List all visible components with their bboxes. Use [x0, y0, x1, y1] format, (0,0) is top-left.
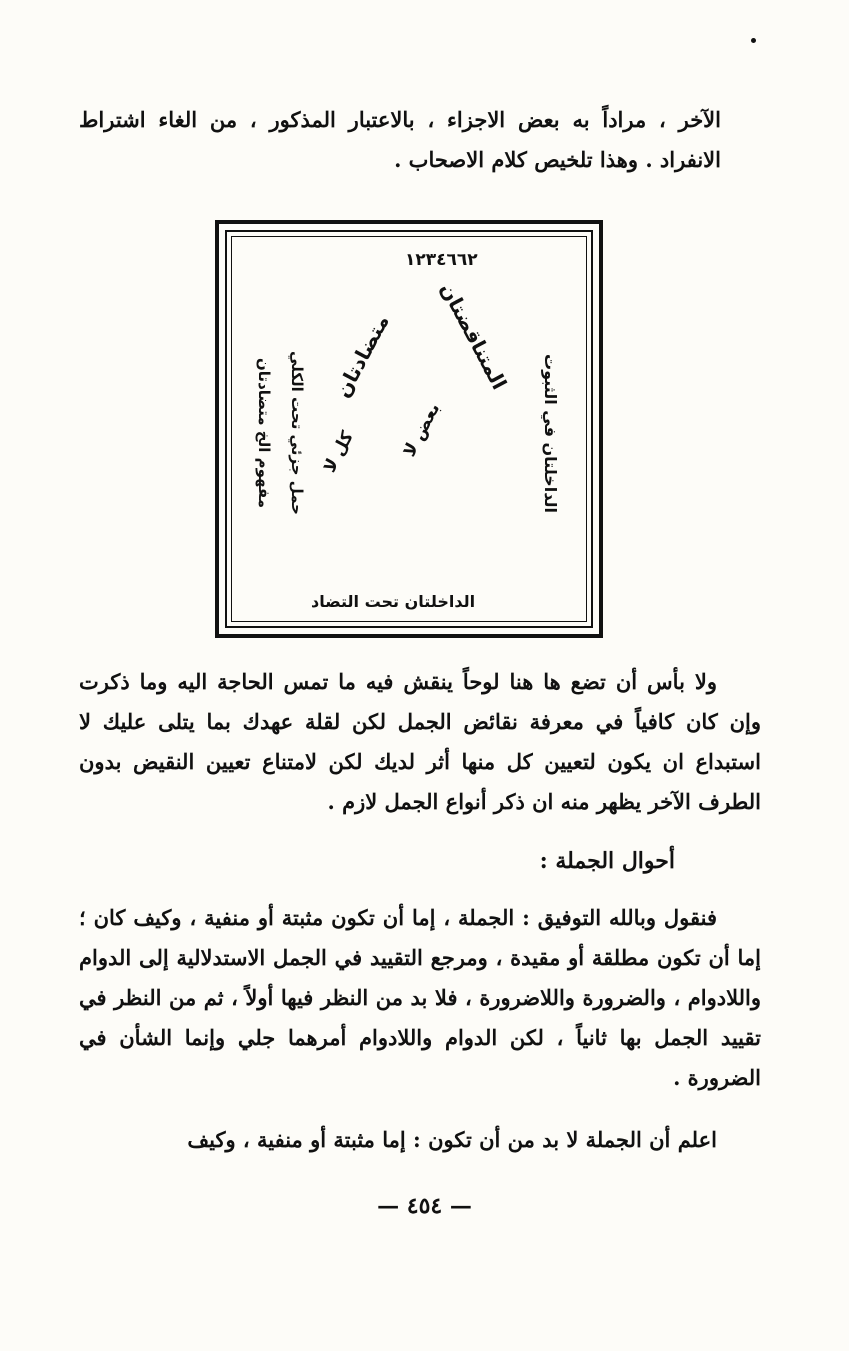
paragraph-sentence-states: فنقول وبالله التوفيق : الجملة ، إما أن تكون مثبتة أو منفية ، وكيف كان ؛ إما أن تكون مطلقة أو مقيدة ، ومرجع التقييد في الجمل الاستدلالية إلى الدوام واللادوام ، والضرورة واللاضرورة ، فلا بد من النظر فيها أولاً ، ثم من النظر في تقييد الجمل بها ثانياً ، لكن الدوام واللادوام أمرهما جلي وإنما الشأن في الضرورة .	[79, 905, 761, 1090]
diagram-top-label: ١٢٣٤٦٦٢	[405, 250, 478, 270]
paragraph-sentence-types: اعلم أن الجملة لا بد من أن تكون : إما مثبتة أو منفية ، وكيف	[187, 1127, 717, 1152]
section-heading: أحوال الجملة :	[539, 848, 675, 874]
diagram-bottom-label: الداخلتان تحت التضاد	[311, 592, 476, 611]
diagram-left-label-1: مفهوم الخ متضادتان	[255, 358, 273, 508]
diagram-left-label-2: حمل جزئي تحت الكلي	[288, 351, 306, 515]
oppositions-diagram	[215, 220, 603, 638]
diagram-inner-border	[225, 230, 593, 628]
diagram-diagonal-3: بعض لا	[399, 399, 445, 461]
diagram-diagonal-2: متضادتان	[330, 310, 394, 402]
diagram-diagonal-4: كل لا	[319, 428, 358, 476]
margin-dot	[751, 38, 756, 43]
diagram-diagonal-1: المتناقضتان	[435, 278, 512, 394]
diagram-right-label: الداخلتان في الثبوت	[540, 354, 560, 513]
diagram-innermost-border	[231, 236, 587, 622]
paragraph-tablet: ولا بأس أن تضع ها هنا لوحاً ينقش فيه ما تمس الحاجة اليه وما ذكرت وإن كان كافياً في معرفة نقائض الجمل لكن لقلة عهدك بما يتلى عليك لا استبداع ان يكون لتعيين كل منها أثر لديك لكن لامتناع تعيين النقيض بدون الطرف الآخر يظهر منه ان ذكر أنواع الجمل لازم .	[79, 669, 761, 814]
paragraph-continuation: الآخر ، مراداً به بعض الاجزاء ، بالاعتبار المذكور ، من الغاء اشتراط الانفراد . وهذا تلخيص كلام الاصحاب .	[79, 107, 721, 172]
page-number: — ٤٥٤ —	[377, 1193, 472, 1219]
